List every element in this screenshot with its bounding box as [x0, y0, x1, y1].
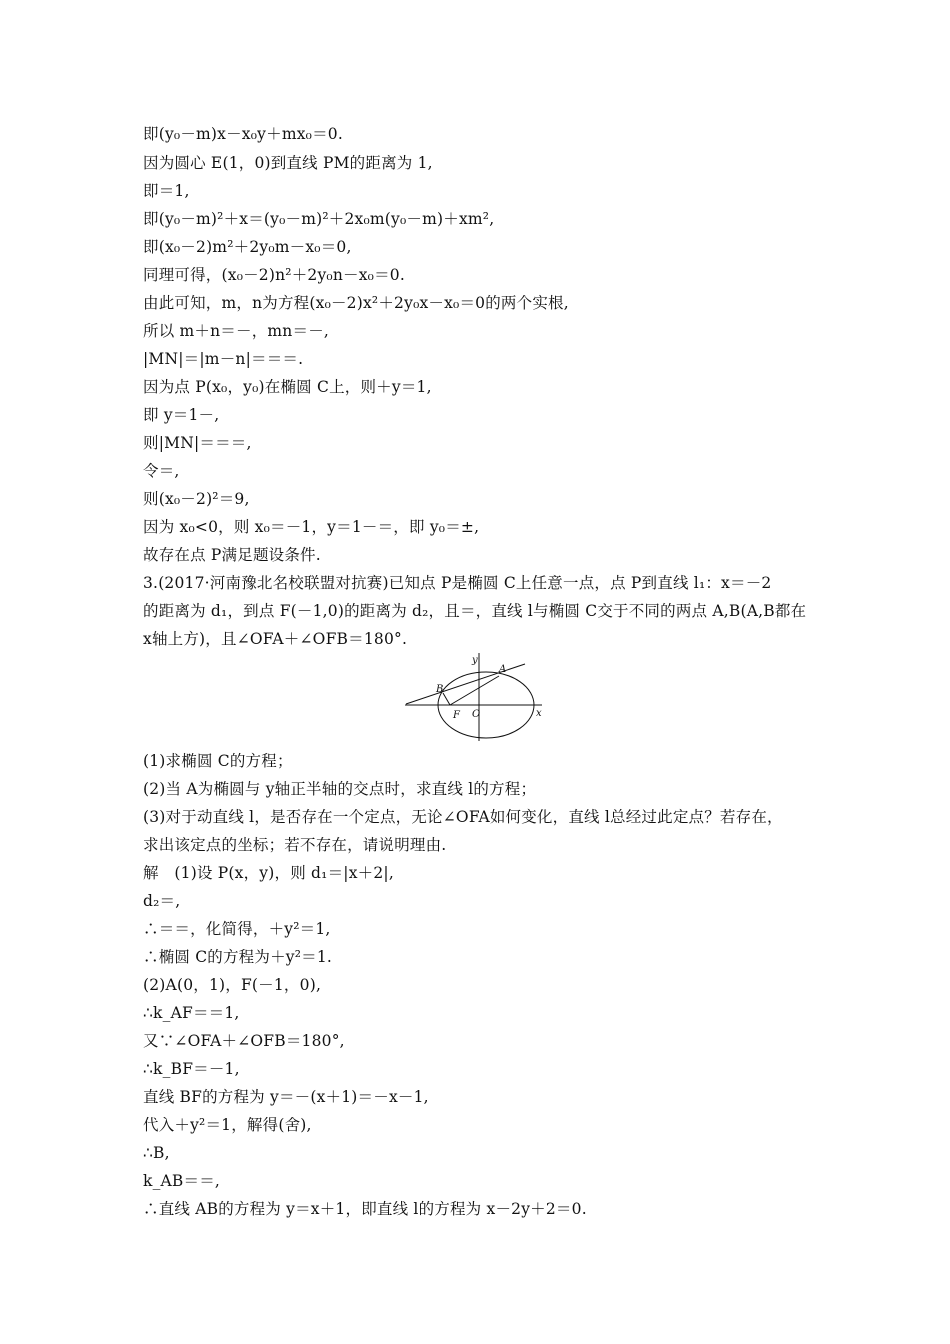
text-line: 因为 x₀<0，则 x₀＝－1，y＝1－＝，即 y₀＝±,	[143, 518, 480, 536]
text-line: 即(x₀－2)m²＋2y₀m－x₀＝0,	[143, 238, 352, 256]
label-x: x	[536, 708, 542, 719]
text-line: 所以 m＋n＝－，mn＝－,	[143, 322, 330, 340]
solution-line: ∴椭圆 C的方程为＋y²＝1.	[143, 948, 333, 966]
solution-line: 直线 BF的方程为 y＝－(x＋1)＝－x－1,	[143, 1088, 429, 1106]
text-line: 令＝,	[143, 462, 180, 480]
question-3-cont: 求出该定点的坐标；若不存在，请说明理由.	[143, 836, 447, 854]
text-line: 则(x₀－2)²＝9,	[143, 490, 250, 508]
text-line: 故存在点 P满足题设条件.	[143, 546, 321, 564]
ellipse-figure	[400, 650, 550, 742]
label-a: A	[499, 664, 507, 675]
text-line: 即(y₀－m)x－x₀y＋mx₀＝0.	[143, 125, 343, 143]
text-line: 即(y₀－m)²＋x＝(y₀－m)²＋2x₀m(y₀－m)＋xm²,	[143, 210, 495, 228]
problem-3-line: 的距离为 d₁，到点 F(－1,0)的距离为 d₂，且＝，直线 l与椭圆 C交于不同的两点 A,B(A,B都在	[143, 602, 807, 620]
solution-line: ∴直线 AB的方程为 y＝x＋1，即直线 l的方程为 x－2y＋2＝0.	[143, 1200, 587, 1218]
question-3: (3)对于动直线 l，是否存在一个定点，无论∠OFA如何变化，直线 l总经过此定点？若存在，	[143, 808, 783, 826]
text-line: 由此可知，m，n为方程(x₀－2)x²＋2y₀x－x₀＝0的两个实根,	[143, 294, 569, 312]
solution-line: 代入＋y²＝1，解得(舍),	[143, 1116, 312, 1134]
solution-line: d₂＝,	[143, 892, 181, 910]
label-f: F	[453, 710, 460, 721]
solution-line: (2)A(0，1)，F(－1，0),	[143, 976, 322, 994]
question-1: (1)求椭圆 C的方程；	[143, 752, 293, 770]
line-l	[406, 664, 525, 704]
solution-line: 又∵∠OFA＋∠OFB＝180°,	[143, 1032, 345, 1050]
label-o: O	[472, 709, 481, 720]
text-line: 即＝1,	[143, 182, 190, 200]
solution-line: ∴B,	[143, 1144, 170, 1162]
solution-line: k_AB＝＝,	[143, 1172, 221, 1190]
problem-3-line: 3.(2017·河南豫北名校联盟对抗赛)已知点 P是椭圆 C上任意一点，点 P到直线 l₁：x＝－2	[143, 574, 772, 592]
solution-line: 解 (1)设 P(x，y)，则 d₁＝|x＋2|,	[143, 864, 394, 882]
question-2: (2)当 A为椭圆与 y轴正半轴的交点时，求直线 l的方程；	[143, 780, 537, 798]
text-line: 则|MN|＝＝＝,	[143, 434, 252, 452]
text-line: |MN|＝|m－n|＝＝＝.	[143, 350, 304, 368]
label-b: B	[436, 684, 444, 695]
problem-3-line: x轴上方)，且∠OFA＋∠OFB＝180°.	[143, 630, 408, 648]
text-line: 因为圆心 E(1，0)到直线 PM的距离为 1,	[143, 154, 433, 172]
label-y: y	[472, 655, 478, 666]
segment-fa	[450, 676, 499, 705]
segment-fb	[443, 693, 450, 705]
solution-line: ∴＝＝，化简得，＋y²＝1,	[143, 920, 331, 938]
ellipse-diagram	[400, 650, 550, 742]
text-line: 同理可得，(x₀－2)n²＋2y₀n－x₀＝0.	[143, 266, 405, 284]
solution-line: ∴k_AF＝＝1,	[143, 1004, 240, 1022]
text-line: 即 y＝1－,	[143, 406, 220, 424]
solution-line: ∴k_BF＝－1,	[143, 1060, 240, 1078]
text-line: 因为点 P(x₀，y₀)在椭圆 C上，则＋y＝1,	[143, 378, 432, 396]
